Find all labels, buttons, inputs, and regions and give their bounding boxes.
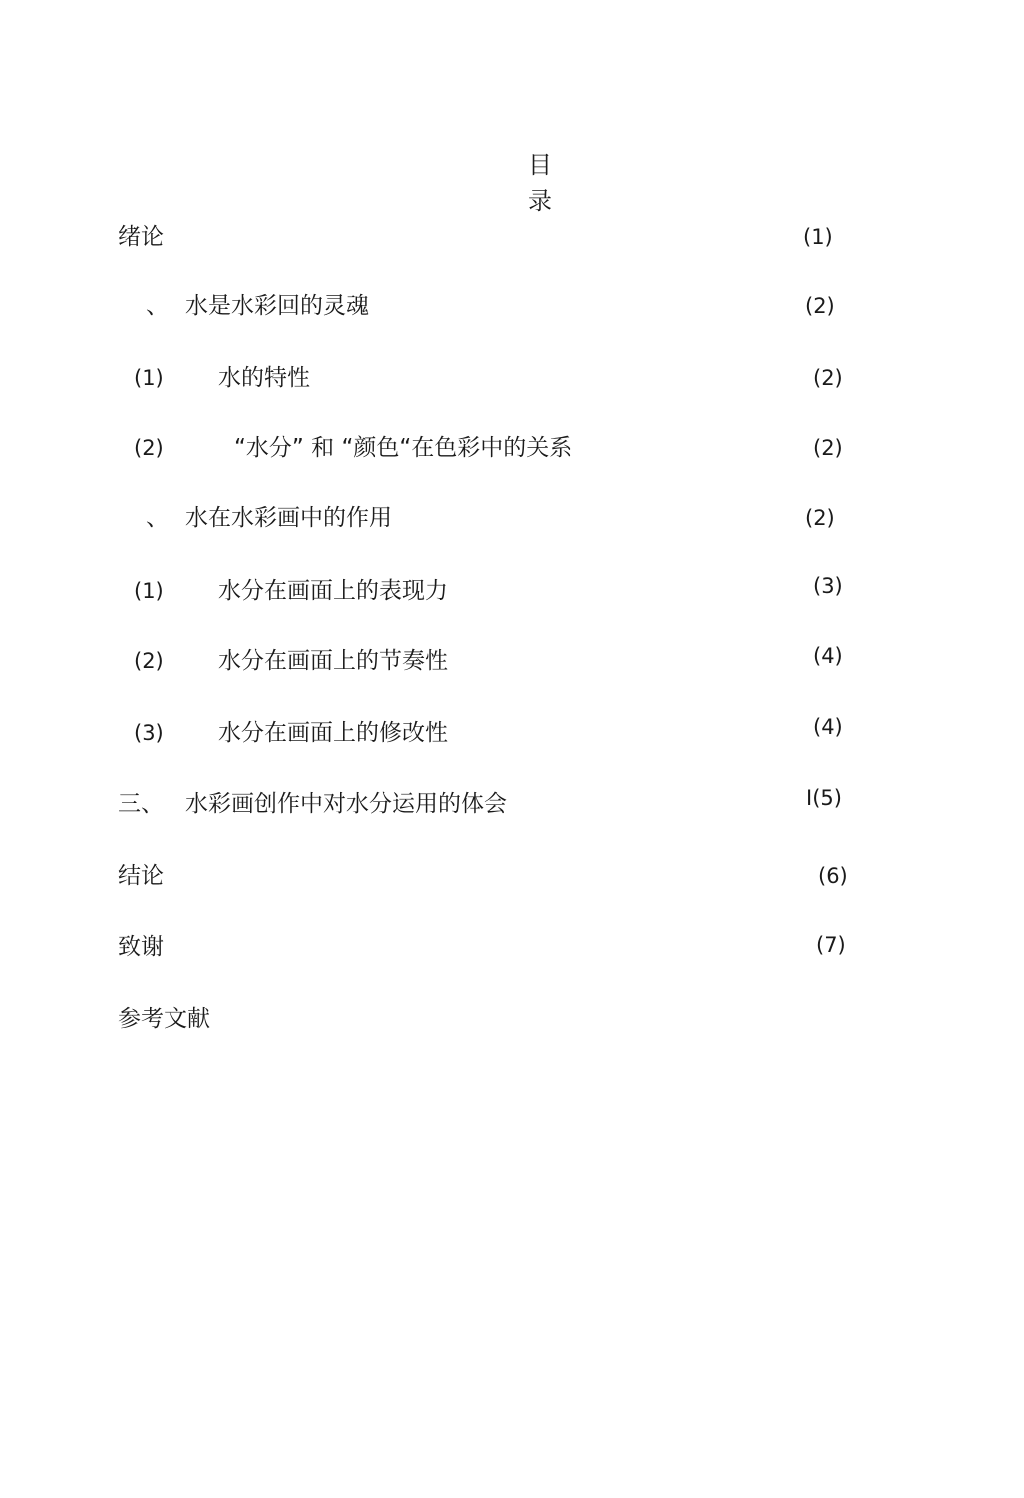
toc-entry-page: (2) [813, 436, 843, 460]
toc-entry-prefix: 三、 [118, 791, 164, 817]
toc-entry-label: 水彩画创作中对水分运用的体会 [185, 791, 507, 817]
toc-entry-page: I(5) [806, 786, 842, 810]
toc-entry-page: (1) [803, 225, 833, 249]
toc-entry-page: (2) [805, 294, 835, 318]
toc-entry-prefix: 、 [146, 505, 169, 531]
toc-entry-label: 绪论 [118, 224, 164, 250]
toc-entry-section-2-3 [0, 715, 1024, 751]
toc-entry-section-3 [0, 786, 1024, 822]
toc-entry-label: 结论 [118, 863, 164, 889]
toc-title-line2: 录 [528, 187, 552, 215]
toc-entry-label: 水的特性 [218, 365, 310, 391]
toc-entry-label: “水分” 和 “颜色“在色彩中的关系 [234, 435, 573, 461]
toc-entry-page: (3) [813, 574, 843, 598]
toc-entry-section-1-2 [0, 430, 1024, 466]
toc-entry-prefix: (3) [134, 721, 164, 745]
toc-entry-section-2-1 [0, 573, 1024, 609]
toc-entry-page: (6) [818, 864, 848, 888]
toc-entry-label: 水分在画面上的节奏性 [218, 648, 448, 674]
toc-entry-prefix: (2) [134, 649, 164, 673]
toc-entry-introduction [0, 219, 1024, 255]
toc-entry-section-1-1 [0, 360, 1024, 396]
toc-entry-label: 水在水彩画中的作用 [185, 505, 392, 531]
toc-entry-label: 水分在画面上的修改性 [218, 720, 448, 746]
toc-title-line1: 目 [528, 151, 552, 179]
toc-entry-page: (4) [813, 644, 843, 668]
toc-entry-label: 参考文献 [118, 1006, 210, 1032]
toc-entry-references [0, 1001, 1024, 1037]
toc-entry-page: (7) [816, 933, 846, 957]
toc-entry-label: 水是水彩回的灵魂 [185, 293, 369, 319]
toc-entry-page: (4) [813, 715, 843, 739]
toc-entry-section-1 [0, 288, 1024, 324]
toc-entry-page: (2) [805, 506, 835, 530]
toc-entry-label: 致谢 [118, 934, 164, 960]
toc-entry-page: (2) [813, 366, 843, 390]
toc-entry-prefix: (2) [134, 436, 164, 460]
toc-entry-prefix: (1) [134, 366, 164, 390]
toc-entry-section-2 [0, 500, 1024, 536]
toc-entry-conclusion [0, 858, 1024, 894]
toc-entry-prefix: 、 [146, 293, 169, 319]
toc-entry-prefix: (1) [134, 579, 164, 603]
toc-entry-section-2-2 [0, 643, 1024, 679]
toc-entry-acknowledgements [0, 929, 1024, 965]
toc-entry-label: 水分在画面上的表现力 [218, 578, 448, 604]
